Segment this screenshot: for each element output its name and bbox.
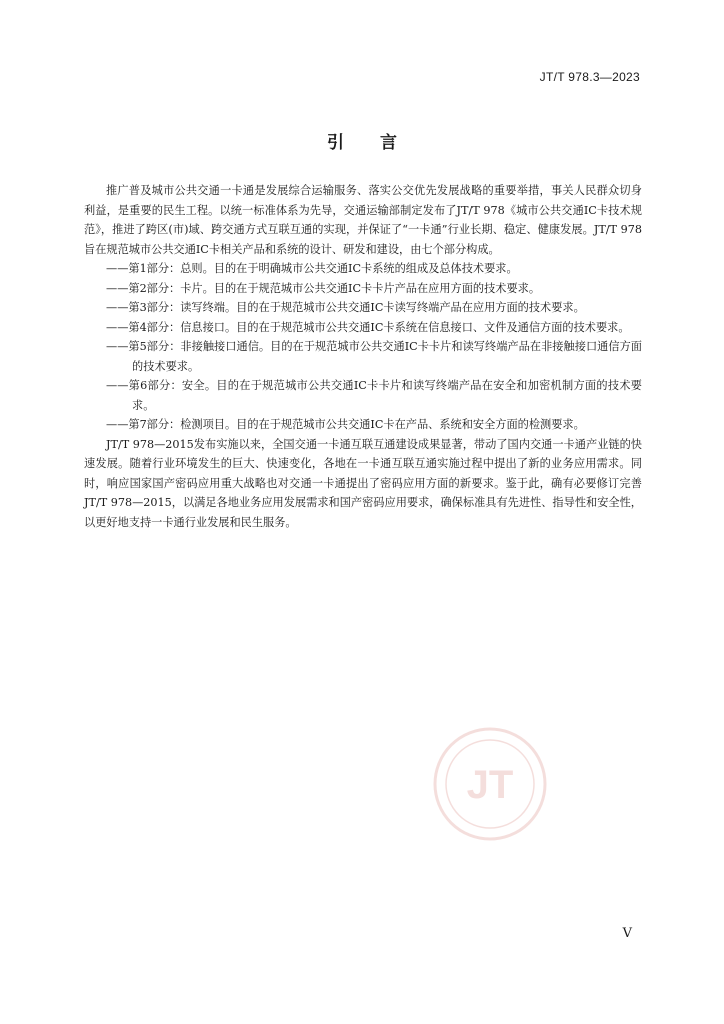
part-list-item: ——第1部分：总则。目的在于明确城市公共交通IC卡系统的组成及总体技术要求。 — [106, 262, 518, 275]
part-list-item: ——第6部分：安全。目的在于规范城市公共交通IC卡卡片和读写终端产品在安全和加密机制方面的技术要求。 — [106, 379, 642, 412]
page-number: V — [622, 926, 632, 941]
page-title: 引言 — [327, 133, 433, 153]
document-body — [84, 181, 642, 532]
watermark-text: JT — [466, 763, 514, 807]
revision-paragraph: JT/T 978—2015发布实施以来，全国交通一卡通互联互通建设成果显著，带动了国内交通一卡通产业链的快速发展。随着行业环境发生的巨大、快速变化，各地在一卡通互联互通实施过程中提出了新的业务应用需求。同时，响应国家国产密码应用重大战略也对交通一卡通提出了密码应用方面的新要求。鉴于此，确有必要修订完善JT/T 978—2015，以满足各地业务应用发展需求和国产密码应用要求，确保标准具有先进性、指导性和安全性，以更好地支持一卡通行业发展和民生服务。 — [84, 437, 642, 529]
part-list-item: ——第4部分：信息接口。目的在于规范城市公共交通IC卡系统在信息接口、文件及通信方面的技术要求。 — [106, 320, 630, 334]
part-list-item: ——第3部分：读写终端。目的在于规范城市公共交通IC卡读写终端产品在应用方面的技术要求。 — [106, 301, 585, 314]
part-list-item: ——第5部分：非接触接口通信。目的在于规范城市公共交通IC卡卡片和读写终端产品在非接触接口通信方面的技术要求。 — [106, 340, 642, 373]
part-list-item: ——第7部分：检测项目。目的在于规范城市公共交通IC卡在产品、系统和安全方面的检测要求。 — [106, 418, 585, 431]
jt-watermark-logo — [432, 726, 548, 842]
intro-paragraph: 推广普及城市公共交通一卡通是发展综合运输服务、落实公交优先发展战略的重要举措，事关人民群众切身利益，是重要的民生工程。以统一标准体系为先导，交通运输部制定发布了JT/T 978《城市公共交通IC卡技术规范》，推进了跨区(市)域、跨交通方式互联互通的实现，并保证了“一卡通”行业长期、稳定、健康发展。JT/T 978旨在规范城市公共交通IC卡相关产品和系统的设计、研发和建设，由七个部分构成。 — [84, 184, 642, 256]
part-list-item: ——第2部分：卡片。目的在于规范城市公共交通IC卡卡片产品在应用方面的技术要求。 — [106, 281, 541, 295]
standard-code: JT/T 978.3—2023 — [539, 70, 640, 84]
